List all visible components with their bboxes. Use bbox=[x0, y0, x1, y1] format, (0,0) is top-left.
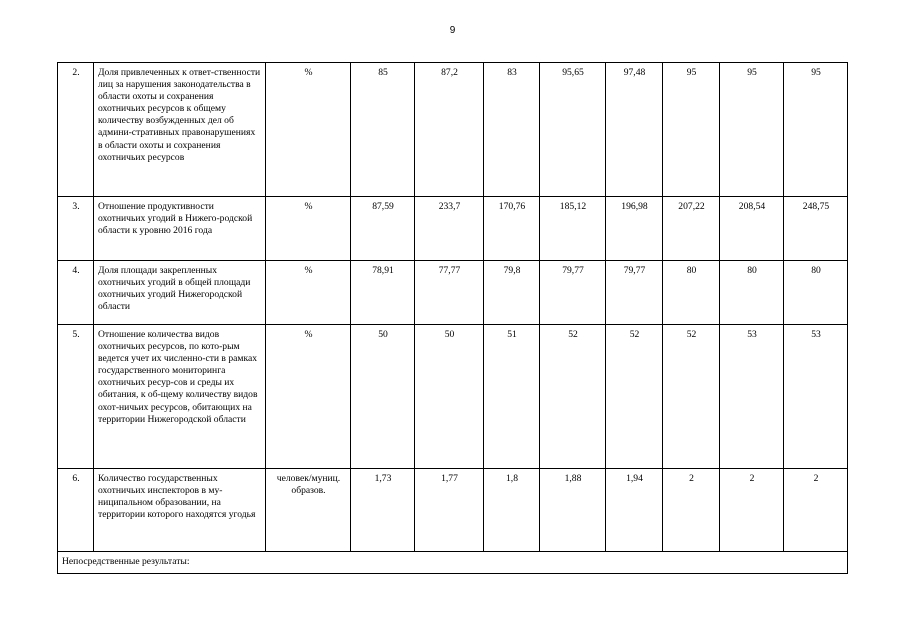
page-number: 9 bbox=[449, 25, 456, 36]
value-cell: 80 bbox=[663, 261, 720, 325]
row-number-cell: 6. bbox=[58, 469, 94, 552]
value-cell: 78,91 bbox=[351, 261, 415, 325]
value-cell: 233,7 bbox=[415, 197, 484, 261]
value-cell: 248,75 bbox=[784, 197, 848, 261]
value-cell: 95,65 bbox=[540, 63, 606, 197]
unit-cell: % bbox=[266, 63, 351, 197]
value-cell: 1,88 bbox=[540, 469, 606, 552]
value-cell: 83 bbox=[484, 63, 540, 197]
table-row bbox=[58, 261, 848, 325]
value-cell: 52 bbox=[606, 325, 663, 469]
row-number-cell: 2. bbox=[58, 63, 94, 197]
value-cell: 1,8 bbox=[484, 469, 540, 552]
value-cell: 1,77 bbox=[415, 469, 484, 552]
value-cell: 80 bbox=[784, 261, 848, 325]
value-cell: 79,8 bbox=[484, 261, 540, 325]
unit-cell: % bbox=[266, 261, 351, 325]
value-cell: 208,54 bbox=[720, 197, 784, 261]
value-cell: 97,48 bbox=[606, 63, 663, 197]
value-cell: 53 bbox=[784, 325, 848, 469]
value-cell: 185,12 bbox=[540, 197, 606, 261]
indicator-name-cell: Отношение продуктивности охотничьих угодий в Нижего-родской области к уровню 2016 года bbox=[94, 197, 266, 261]
value-cell: 52 bbox=[663, 325, 720, 469]
indicator-name-cell: Отношение количества видов охотничьих ресурсов, по кото-рым ведется учет их численно-сти в рамках государственного мониторинга охотничьих ресур-сов и среды их обитания, к об-щему количеству видов охот-ничьих ресурсов, обитающих на территории Нижегородской области bbox=[94, 325, 266, 469]
value-cell: 87,59 bbox=[351, 197, 415, 261]
table-row bbox=[58, 197, 848, 261]
value-cell: 51 bbox=[484, 325, 540, 469]
value-cell: 79,77 bbox=[606, 261, 663, 325]
indicator-name-cell: Доля привлеченных к ответ-ственности лиц за нарушения законодательства в области охоты и сохранения охотничьих ресурсов к общему количеству возбужденных дел об админи-стративных правонарушениях в области охоты и сохранения охотничьих ресурсов bbox=[94, 63, 266, 197]
value-cell: 50 bbox=[415, 325, 484, 469]
value-cell: 77,77 bbox=[415, 261, 484, 325]
indicators-table-body bbox=[58, 63, 848, 574]
value-cell: 2 bbox=[784, 469, 848, 552]
indicators-table bbox=[57, 62, 848, 574]
value-cell: 207,22 bbox=[663, 197, 720, 261]
indicator-name-cell: Количество государственных охотничьих инспекторов в му-ниципальном образовании, на территории которого находятся угодья bbox=[94, 469, 266, 552]
value-cell: 1,73 bbox=[351, 469, 415, 552]
value-cell: 79,77 bbox=[540, 261, 606, 325]
value-cell: 85 bbox=[351, 63, 415, 197]
value-cell: 95 bbox=[663, 63, 720, 197]
value-cell: 170,76 bbox=[484, 197, 540, 261]
table-row bbox=[58, 63, 848, 197]
value-cell: 87,2 bbox=[415, 63, 484, 197]
indicator-name-cell: Доля площади закрепленных охотничьих угодий в общей площади охотничьих угодий Нижегородской области bbox=[94, 261, 266, 325]
row-number-cell: 4. bbox=[58, 261, 94, 325]
value-cell: 2 bbox=[663, 469, 720, 552]
row-number-cell: 3. bbox=[58, 197, 94, 261]
value-cell: 80 bbox=[720, 261, 784, 325]
value-cell: 2 bbox=[720, 469, 784, 552]
value-cell: 53 bbox=[720, 325, 784, 469]
table-row bbox=[58, 469, 848, 552]
row-number-cell: 5. bbox=[58, 325, 94, 469]
value-cell: 95 bbox=[784, 63, 848, 197]
unit-cell: % bbox=[266, 325, 351, 469]
table-row bbox=[58, 325, 848, 469]
section-footer-label: Непосредственные результаты: bbox=[58, 552, 848, 574]
unit-cell: % bbox=[266, 197, 351, 261]
unit-cell: человек/муниц. образов. bbox=[266, 469, 351, 552]
value-cell: 196,98 bbox=[606, 197, 663, 261]
value-cell: 50 bbox=[351, 325, 415, 469]
value-cell: 1,94 bbox=[606, 469, 663, 552]
value-cell: 95 bbox=[720, 63, 784, 197]
value-cell: 52 bbox=[540, 325, 606, 469]
section-footer-row bbox=[58, 552, 848, 574]
